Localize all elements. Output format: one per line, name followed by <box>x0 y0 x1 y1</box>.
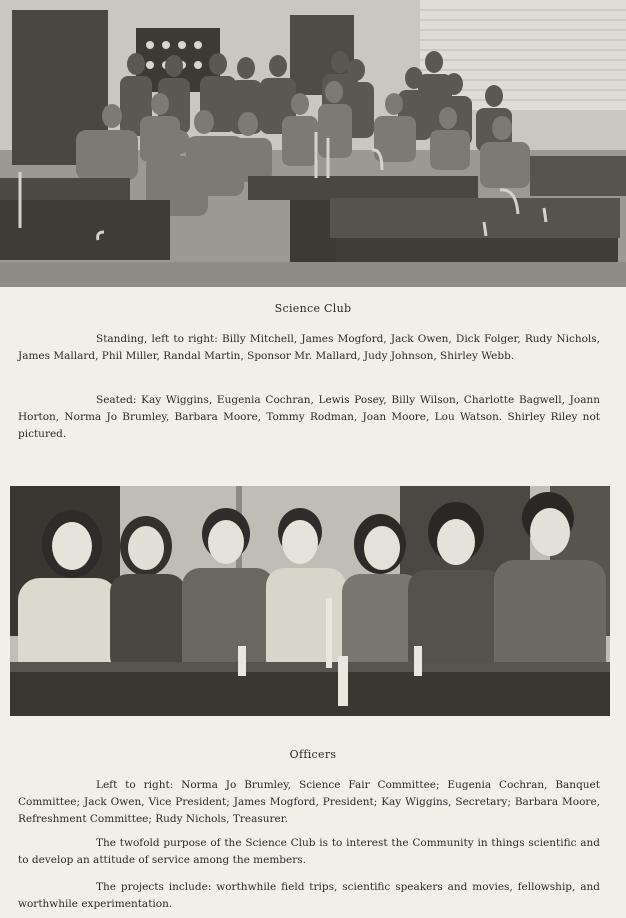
officers-photo <box>10 486 610 716</box>
seated-members-caption: Seated: Kay Wiggins, Eugenia Cochran, Lewis Posey, Billy Wilson, Charlotte Bagwell, Joann Horton, Norma Jo Brumley, Barbara Moore, Tommy Rodman, Joan Moore, Lou Watson. Shirley Riley not pictured. <box>18 394 600 440</box>
standing-members-caption: Standing, left to right: Billy Mitchell, James Mogford, Jack Owen, Dick Folger, Rudy Nichols, James Mallard, Phil Miller, Randal Martin, Sponsor Mr. Mallard, Judy Johnson, Shirley Webb. <box>18 333 600 362</box>
projects-paragraph: The projects include: worthwhile field trips, scientific speakers and movies, fellowship, and worthwhile experimentation. <box>18 881 600 910</box>
purpose-paragraph: The twofold purpose of the Science Club is to interest the Community in things scientific and to develop an attitude of service among the members. <box>18 837 600 866</box>
science-club-group-photo <box>0 0 626 287</box>
officers-caption: Left to right: Norma Jo Brumley, Science Fair Committee; Eugenia Cochran, Banquet Committee; Jack Owen, Vice President; James Mogford, President; Kay Wiggins, Secretary; Barbara Moore, Refreshment Committee; Rudy Nichols, Treasurer. <box>18 779 600 825</box>
science-club-title: Science Club <box>274 302 352 315</box>
officers-title: Officers <box>289 748 337 761</box>
